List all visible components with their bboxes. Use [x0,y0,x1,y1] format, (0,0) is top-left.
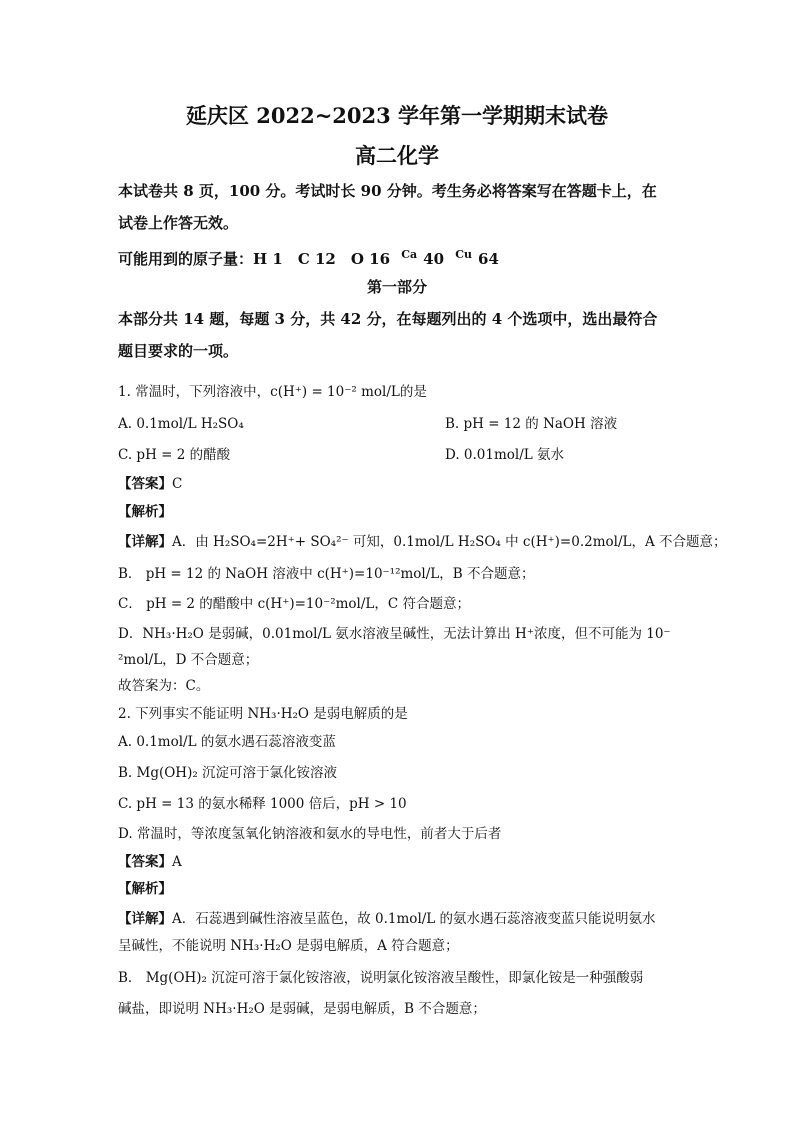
q1-option-d: D. 0.01mol/L 氨水 [445,447,565,463]
q2-detail-b-line-2: 碱盐，即说明 NH₃·H₂O 是弱碱，是弱电解质，B 不合题意； [118,1001,486,1017]
q2-detail-tag: 【详解】 [118,911,172,927]
q1-stem [118,381,427,403]
q1-detail-d-line-1: D．NH₃·H₂O 是弱碱，0.01mol/L 氨水溶液呈碱性，无法计算出 H⁺浓度，但不可能为 10⁻ [118,626,671,642]
exam-subtitle: 高二化学 [355,143,439,168]
q2-detail-a-line-1 [118,908,656,930]
q1-detail-d-line-2: ²mol/L，D 不合题意； [118,652,259,668]
q1-option-c: C. pH = 2 的醋酸 [118,447,231,463]
ca-symbol: Ca [401,248,418,261]
instructions-line-2: 试卷上作答无效。 [118,214,239,232]
q2-option-d: D. 常温时，等浓度氢氧化钠溶液和氨水的导电性，前者大于后者 [118,826,502,842]
q1-answer-value: C [172,476,183,492]
q2-option-c: C. pH = 13 的氨水稀释 1000 倍后，pH > 10 [118,796,407,812]
q2-detail-a-text: A．石蕊遇到碱性溶液呈蓝色，故 0.1mol/L 的氨水遇石蕊溶液变蓝只能说明氨水 [172,911,656,927]
cu-symbol: Cu [455,248,473,261]
q1-stem-suffix: 的是 [399,384,427,400]
q2-option-b: B. Mg(OH)₂ 沉淀可溶于氯化铵溶液 [118,765,338,781]
q1-analysis-tag: 【解析】 [118,504,172,520]
q1-stem-formula: c(H⁺) = 10⁻² mol/L [270,384,400,400]
cu-mass: 64 [478,250,499,268]
q2-option-a: A. 0.1mol/L 的氨水遇石蕊溶液变蓝 [118,734,336,750]
instructions-line-1: 本试卷共 8 页，100 分。考试时长 90 分钟。考生务必将答案写在答题卡上，在 [118,182,657,200]
q1-detail-a-text: A．由 H₂SO₄=2H⁺+ SO₄²⁻ 可知，0.1mol/L H₂SO₄ 中 c(H⁺)=0.2mol/L，A 不合题意； [172,534,727,550]
q1-answer [118,473,182,495]
part-title: 第一部分 [366,278,427,296]
q1-stem-prefix: 1. 常温时，下列溶液中， [118,384,271,400]
exam-title: 延庆区 2022~2023 学年第一学期期末试卷 [185,103,609,128]
q1-detail-a [118,531,727,553]
q2-answer [118,851,182,873]
q2-detail-a-line-2: 呈碱性，不能说明 NH₃·H₂O 是弱电解质，A 符合题意； [118,938,459,954]
q1-option-b: B. pH = 12 的 NaOH 溶液 [445,416,618,432]
q1-answer-tag: 【答案】 [118,476,172,492]
q1-detail-tag: 【详解】 [118,534,172,550]
atomic-masses [118,239,678,275]
ca-mass: 40 [423,250,445,268]
q1-option-a: A. 0.1mol/L H₂SO₄ [118,416,244,432]
q2-analysis-tag: 【解析】 [118,881,172,897]
q1-detail-b: B． pH = 12 的 NaOH 溶液中 c(H⁺)=10⁻¹²mol/L，B 不合题意； [118,566,535,582]
instructions [118,175,678,239]
atomic-masses-label: 可能用到的原子量：H 1 C 12 O 16 [118,250,391,268]
part-description-line-2: 题目要求的一项。 [118,342,239,360]
q1-detail-c: C． pH = 2 的醋酸中 c(H⁺)=10⁻²mol/L，C 符合题意； [118,596,471,612]
q1-conclusion: 故答案为：C。 [118,678,210,694]
q2-answer-value: A [172,854,182,870]
part-description-line-1: 本部分共 14 题，每题 3 分，共 42 分，在每题列出的 4 个选项中，选出最符合 [118,310,658,328]
q2-stem: 2. 下列事实不能证明 NH₃·H₂O 是弱电解质的是 [118,706,408,722]
part-description [118,303,678,367]
q2-answer-tag: 【答案】 [118,854,172,870]
q2-detail-b-line-1: B． Mg(OH)₂ 沉淀可溶于氯化铵溶液，说明氯化铵溶液呈酸性，即氯化铵是一种强酸弱 [118,970,644,986]
